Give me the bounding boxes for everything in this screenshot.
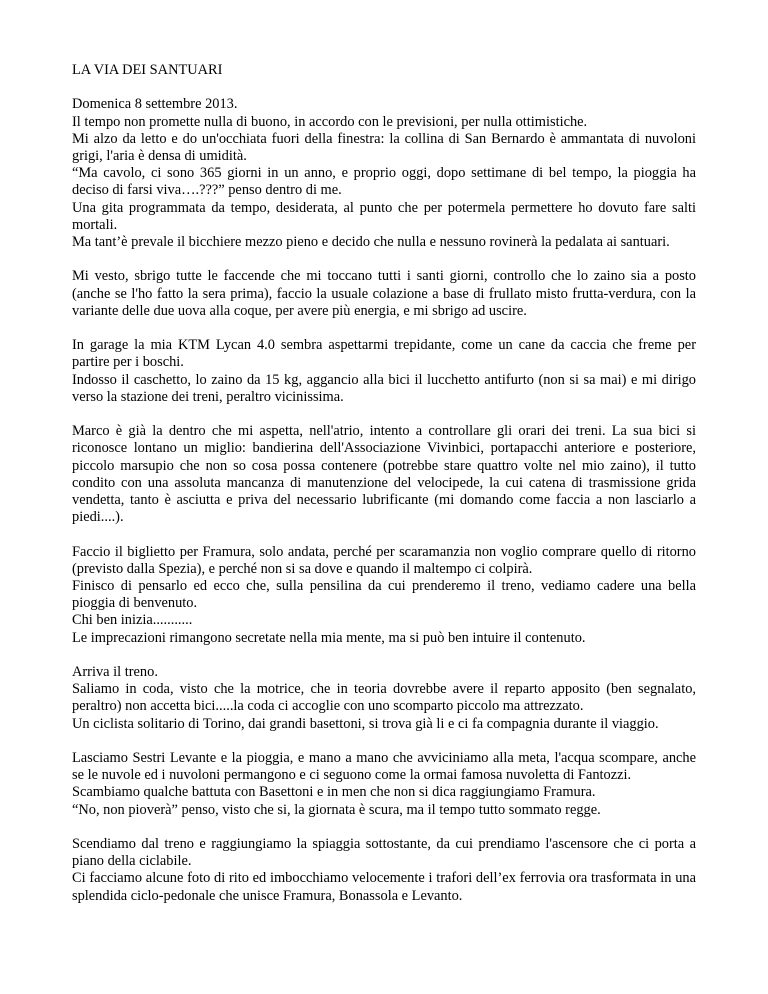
document-title: LA VIA DEI SANTUARI [72,62,223,78]
text-line: Saliamo in coda, visto che la motrice, che in teoria dovrebbe avere il reparto apposito (ben segnalato, peraltro) non accetta bici.....la coda ci accoglie con uno scomparto piccolo ma attrezzato. [72,681,696,715]
text-line: Un ciclista solitario di Torino, dai grandi basettoni, si trova già li e ci fa compagnia durante il viaggio. [72,715,659,732]
text-line: Mi vesto, sbrigo tutte le faccende che mi toccano tutti i santi giorni, controllo che lo zaino sia a posto (anche se l'ho fatto la sera prima), faccio la usuale colazione a base di frullato misto frutta-verdura, con la variante delle due uova alla coque, per avere più energia, e mi sbrigo ad uscire. [72,268,696,319]
paragraph-5 [72,544,696,647]
text-line: Arriva il treno. [72,664,158,681]
text-line: Una gita programmata da tempo, desiderata, al punto che per potermela permettere ho dovuto fare salti mortali. [72,199,696,233]
paragraph-1 [72,96,696,251]
paragraph-4 [72,423,696,526]
text-line: Lasciamo Sestri Levante e la pioggia, e mano a mano che avviciniamo alla meta, l'acqua scompare, anche se le nuvole ed i nuvoloni permangono e ci seguono come la ormai famosa nuvoletta di Fantozzi. [72,750,696,784]
text-line: Scendiamo dal treno e raggiungiamo la spiaggia sottostante, da cui prendiamo l'ascensore che ci porta a piano della ciclabile. [72,836,696,870]
text-line: Chi ben inizia........... [72,612,193,629]
paragraph-3 [72,337,696,406]
text-line: Ma tant’è prevale il bicchiere mezzo pieno e decido che nulla e nessuno rovinerà la pedalata ai santuari. [72,234,670,251]
date-line: Domenica 8 settembre 2013. [72,96,238,113]
paragraph-7 [72,750,696,819]
text-line: “Ma cavolo, ci sono 365 giorni in un anno, e proprio oggi, dopo settimane di bel tempo, la pioggia ha deciso di farsi viva….???” penso dentro di me. [72,165,696,199]
paragraph-8 [72,836,696,905]
paragraph-2 [72,268,696,320]
text-line: Indosso il caschetto, lo zaino da 15 kg, aggancio alla bici il lucchetto antifurto (non si sa mai) e mi dirigo verso la stazione dei treni, peraltro vicinissima. [72,371,696,405]
text-line: Ci facciamo alcune foto di rito ed imbocchiamo velocemente i trafori dell’ex ferrovia ora trasformata in una splendida ciclo-pedonale che unisce Framura, Bonassola e Levanto. [72,870,696,904]
text-line: Finisco di pensarlo ed ecco che, sulla pensilina da cui prenderemo il treno, vediamo cadere una bella pioggia di benvenuto. [72,578,696,612]
paragraph-6 [72,664,696,733]
document-page [72,62,696,922]
text-line: Mi alzo da letto e do un'occhiata fuori della finestra: la collina di San Bernardo è ammantata di nuvoloni grigi, l'aria è densa di umidità. [72,130,696,164]
text-line: Marco è già la dentro che mi aspetta, nell'atrio, intento a controllare gli orari dei treni. La sua bici si riconosce lontano un miglio: bandierina dell'Associazione Vivinbici, portapacchi anteriore e posteriore, piccolo marsupio che non so cosa possa contenere (potrebbe stare quattro volte nel mio zaino), il tutto condito con una assoluta mancanza di manutenzione del velocipede, la cui catena di trasmissione grida vendetta, tanto è asciutta e priva del necessario lubrificante (mi domando come faccia a non lasciarlo a piedi....). [72,423,696,526]
text-line: Scambiamo qualche battuta con Basettoni e in men che non si dica raggiungiamo Framura. [72,784,596,801]
text-line: Le imprecazioni rimangono secretate nella mia mente, ma si può ben intuire il contenuto. [72,629,586,646]
text-line: In garage la mia KTM Lycan 4.0 sembra aspettarmi trepidante, come un cane da caccia che freme per partire per i boschi. [72,337,696,371]
text-line: “No, non pioverà” penso, visto che si, la giornata è scura, ma il tempo tutto sommato regge. [72,801,601,818]
text-line: Il tempo non promette nulla di buono, in accordo con le previsioni, per nulla ottimistiche. [72,113,588,130]
text-line: Faccio il biglietto per Framura, solo andata, perché per scaramanzia non voglio comprare quello di ritorno (previsto dalla Spezia), e perché non si sa dove e quando il maltempo ci colpirà. [72,543,696,577]
